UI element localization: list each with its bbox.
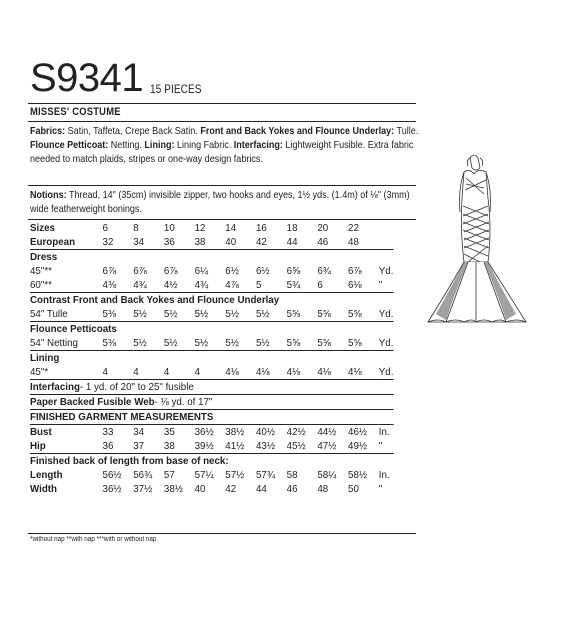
european-size-value: 32	[102, 236, 114, 248]
unit-label: Yd.	[378, 337, 394, 349]
cell-value: 4⅛	[348, 366, 362, 378]
cell-value: 36½	[102, 483, 122, 495]
row-label: 54" Tulle	[30, 308, 68, 320]
section-heading: Flounce Petticoats	[30, 322, 394, 337]
divider	[28, 185, 416, 186]
yardage-row	[30, 336, 394, 351]
cell-value: 35	[164, 425, 195, 440]
cell-value: 5⅝	[286, 308, 301, 320]
european-size-value: 36	[163, 236, 175, 248]
cell-value: 33	[103, 425, 134, 440]
cell-value: 6⅞	[348, 265, 362, 277]
finished-heading-row	[30, 410, 394, 425]
cell-value: 56½	[102, 469, 122, 481]
unit-label: Yd.	[378, 265, 394, 277]
size-value: 10	[163, 222, 175, 234]
paper-web-row-cell	[30, 395, 394, 410]
cell-value: 4⅛	[255, 366, 270, 378]
cell-value: 44½	[317, 425, 348, 440]
cell-value: 5⅝	[286, 337, 301, 349]
divider	[28, 121, 416, 122]
cell-value: 5⅝	[348, 337, 362, 349]
paper-web-row	[30, 395, 394, 410]
cell-value: 4⅛	[317, 366, 331, 378]
cell-value: 4⅞	[225, 279, 239, 291]
cell-value: 6½	[225, 265, 239, 277]
dress-illustration	[418, 150, 536, 330]
european-size-value: 46	[317, 236, 329, 248]
yokes-text: Tulle.	[394, 125, 419, 137]
cell-value: 36	[102, 440, 114, 452]
cell-value: 41½	[225, 440, 245, 452]
fabrics-label: Fabrics:	[30, 125, 66, 137]
cell-value: 4⅛	[286, 366, 301, 378]
row-label: Hip	[30, 440, 46, 452]
row-label: 45"*	[30, 366, 49, 378]
interfacing-text: Lightweight Fusible. Extra fabric needed to match plaids, stripes or one-way design fabrics.	[30, 139, 414, 165]
yardage-table	[30, 221, 394, 496]
lining-label: Lining:	[144, 139, 175, 151]
cell-value: 5½	[133, 308, 147, 320]
cell-value: 4½	[163, 279, 178, 291]
garment-title: MISSES' COSTUME	[30, 106, 121, 118]
cell-value: 4	[102, 366, 108, 378]
size-value: 12	[194, 222, 206, 234]
row-label: 54" Netting	[30, 337, 78, 349]
section-heading: Finished back of length from base of neck:	[30, 454, 394, 469]
petticoat-label: Flounce Petticoat:	[30, 139, 109, 151]
unit-label: "	[378, 440, 383, 452]
row-label: Length	[30, 469, 63, 481]
cell-value: 50	[348, 483, 359, 495]
cell-value: 5⅝	[317, 337, 331, 349]
section-heading: Lining	[30, 351, 394, 366]
cell-value: 6½	[255, 265, 270, 277]
section-heading: FINISHED GARMENT MEASUREMENTS	[30, 410, 394, 425]
cell-value: 5⅝	[317, 308, 331, 320]
notions-text: Thread, 14" (35cm) invisible zipper, two hooks and eyes, 1½ yds. (1.4m) of ⅛" (3mm) wide featherweight bonings.	[30, 189, 410, 215]
cell-value: 47½	[317, 440, 337, 452]
european-size-value: 34	[133, 236, 145, 248]
back-length-heading-row	[30, 454, 394, 469]
european-size-value: 40	[225, 236, 237, 248]
cell-value: 46½	[348, 425, 379, 440]
european-size-value: 38	[194, 236, 206, 248]
cell-value: 38½	[225, 425, 256, 440]
size-value: 22	[348, 222, 359, 234]
size-value: 6	[102, 222, 108, 234]
notions-paragraph	[30, 188, 419, 216]
yardage-row	[30, 278, 394, 293]
yardage-row	[30, 365, 394, 380]
sizes-label: Sizes	[30, 222, 55, 234]
cell-value: 6¼	[194, 265, 209, 277]
cell-value: 6⅞	[102, 265, 117, 277]
european-label: European	[30, 236, 76, 248]
notions-label: Notions:	[30, 189, 67, 201]
cell-value: 37½	[133, 483, 153, 495]
cell-value: 4	[194, 366, 201, 378]
cell-value: 38	[163, 440, 175, 452]
interfacing-label: Interfacing:	[233, 139, 283, 151]
cell-value: 44	[255, 483, 267, 495]
unit-label: "	[378, 279, 383, 291]
fabrics-paragraph	[30, 124, 419, 166]
spacer	[379, 221, 394, 235]
cell-value: 4⅜	[102, 279, 117, 291]
cell-value: 39½	[194, 440, 214, 452]
size-value: 8	[133, 222, 139, 234]
cell-value: 38½	[163, 483, 183, 495]
cell-value: 5¾	[286, 279, 301, 291]
cell-value: 5½	[255, 308, 270, 320]
yardage-row	[30, 307, 394, 322]
cell-value: 45½	[286, 440, 306, 452]
interfacing-row-cell	[30, 380, 394, 395]
piece-count: 15 PIECES	[150, 82, 202, 96]
cell-value: 42	[225, 483, 237, 495]
cell-value: 40½	[256, 425, 287, 440]
footnote: *without nap **with nap ***with or without nap	[30, 536, 157, 543]
size-value: 16	[255, 222, 267, 234]
cell-value: 5½	[163, 337, 178, 349]
cell-value: 5⅝	[348, 308, 362, 320]
cell-value: 5½	[255, 337, 270, 349]
row-label: 45"**	[30, 265, 52, 277]
yardage-row	[30, 264, 394, 278]
row-label: Bust	[30, 425, 103, 440]
cell-value: 5	[255, 279, 262, 291]
european-size-value: 48	[348, 236, 359, 248]
size-value: 14	[225, 222, 237, 234]
sizes-row	[30, 221, 394, 235]
cell-value: 58¼	[317, 469, 337, 481]
section-heading: Contrast Front and Back Yokes and Flounce Underlay	[30, 293, 394, 308]
cell-value: 48	[317, 483, 329, 495]
cell-value: 4⅛	[225, 366, 239, 378]
cell-value: 57¾	[255, 469, 275, 481]
cell-value: 4	[133, 366, 139, 378]
divider	[28, 103, 416, 104]
cell-value: 5½	[225, 337, 239, 349]
divider	[28, 219, 416, 220]
unit-label: Yd.	[378, 366, 394, 378]
cell-value: 57	[163, 469, 175, 481]
measurement-row	[30, 425, 394, 440]
pattern-number: S9341	[30, 56, 144, 100]
unit-label: Yd.	[378, 308, 394, 320]
row-label: Width	[30, 483, 58, 495]
cell-value: 6¾	[317, 265, 331, 277]
cell-value: 4	[163, 366, 170, 378]
european-size-value: 42	[255, 236, 267, 248]
interfacing-row	[30, 380, 394, 395]
cell-value: 5⅜	[102, 337, 117, 349]
cell-value: 5⅜	[102, 308, 117, 320]
section-heading-row	[30, 351, 394, 366]
cell-value: 40	[194, 483, 206, 495]
fabrics-text: Satin, Taffeta, Crepe Back Satin.	[65, 125, 201, 137]
european-size-value: 44	[286, 236, 298, 248]
row-label: 60"**	[30, 279, 52, 291]
section-heading-row	[30, 293, 394, 308]
cell-value: 57½	[225, 469, 245, 481]
cell-value: 6⅞	[133, 265, 147, 277]
unit-label: "	[378, 483, 383, 495]
row-text: - 1 yd. of 20" to 25" fusible	[79, 381, 194, 393]
cell-value: 57¼	[194, 469, 214, 481]
cell-value: 6⅝	[286, 265, 301, 277]
cell-value: 34	[133, 425, 164, 440]
cell-value: 5½	[194, 337, 209, 349]
unit-label: In.	[379, 425, 394, 440]
section-heading: Dress	[30, 250, 394, 265]
cell-value: 58½	[348, 469, 368, 481]
measurement-row	[30, 482, 394, 496]
row-label: Paper Backed Fusible Web	[30, 396, 155, 408]
cell-value: 6⅛	[348, 279, 362, 291]
row-text: - ⅛ yd. of 17"	[154, 396, 213, 408]
cell-value: 43½	[255, 440, 275, 452]
size-value: 18	[286, 222, 298, 234]
cell-value: 36½	[195, 425, 226, 440]
cell-value: 5½	[133, 337, 147, 349]
cell-value: 5½	[225, 308, 239, 320]
cell-value: 37	[133, 440, 145, 452]
yokes-label: Front and Back Yokes and Flounce Underlay:	[200, 125, 395, 137]
cell-value: 46	[286, 483, 298, 495]
cell-value: 6⅞	[163, 265, 178, 277]
cell-value: 4¾	[194, 279, 209, 291]
petticoat-text: Netting.	[108, 139, 145, 151]
section-heading-row	[30, 250, 394, 265]
cell-value: 5½	[194, 308, 209, 320]
lining-text: Lining Fabric.	[174, 139, 234, 151]
spacer	[379, 235, 394, 250]
size-value: 20	[317, 222, 329, 234]
measurement-row	[30, 439, 394, 454]
cell-value: 4¾	[133, 279, 147, 291]
cell-value: 5½	[163, 308, 178, 320]
european-row	[30, 235, 394, 250]
cell-value: 49½	[348, 440, 368, 452]
measurement-row	[30, 468, 394, 482]
divider	[28, 533, 416, 534]
row-label: Interfacing	[30, 381, 80, 393]
unit-label: In.	[378, 469, 390, 481]
cell-value: 42½	[287, 425, 318, 440]
cell-value: 56¾	[133, 469, 153, 481]
section-heading-row	[30, 322, 394, 337]
cell-value: 58	[286, 469, 298, 481]
cell-value: 6	[317, 279, 323, 291]
